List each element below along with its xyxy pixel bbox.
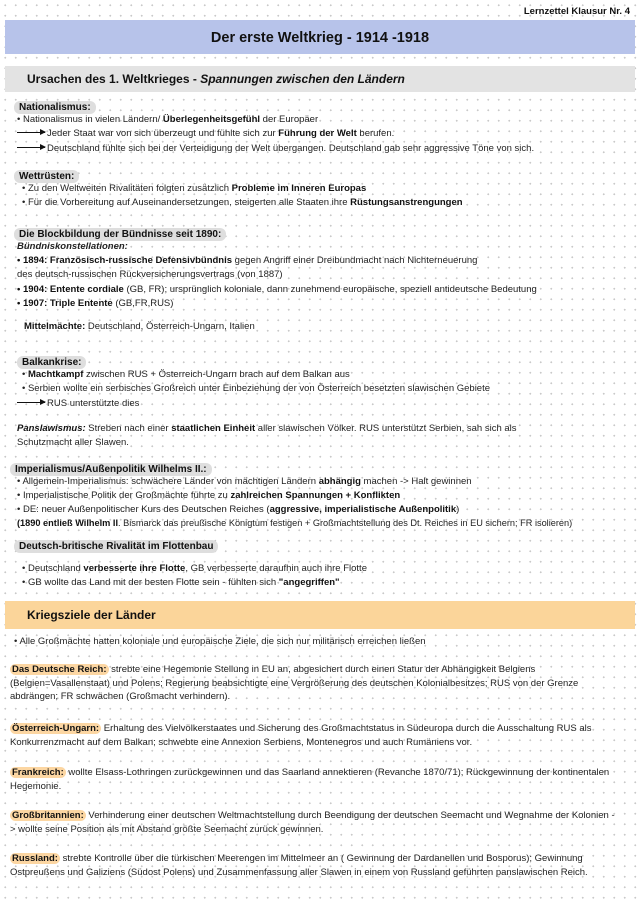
imperialismus-line-3: • DE: neuer Außenpolitischer Kurs des Deutschen Reiches (aggressive, imperialistische Außenpolitik) xyxy=(17,504,460,515)
imperialismus-line-4: (1890 entließ Wilhelm II. Bismarck das preußische Königtum festigen + Großmachtstellung des Dt. Reiches in EU sichern; FR isolieren) xyxy=(17,518,573,528)
ziel-russland: Russland: strebte Kontrolle über die türkischen Meerengen im Mittelmeer an ( Gewinnung der Dardanellen und Bosporus); Gewinnung Ostpreußens und Galiziens (Südost Polens) und Zusammenfassung aller Slawen in einem von Russland geführten panslawischen Reich. xyxy=(10,853,588,878)
flotte-line-2: • GB wollte das Land mit der besten Flotte sein - fühlten sich "angegriffen" xyxy=(22,577,340,588)
section1-title: Ursachen des 1. Weltkrieges - Spannungen zwischen den Ländern xyxy=(27,72,405,86)
nationalismus-line-2: Jeder Staat war von sich überzeugt und fühlte sich zur Führung der Welt berufen. xyxy=(17,127,394,140)
panslawismus-line-1: Panslawismus: Streben nach einer staatlichen Einheit aller slawischen Völker. RUS unterstützt Serbien, sah sich als xyxy=(17,423,517,434)
wettruesten-heading: Wettrüsten: xyxy=(14,166,79,184)
ziel-grossbritannien: Großbritannien: Verhinderung einer deutschen Weltmachtstellung durch Beendigung der deutschen Seemacht und Wegnahme der Kolonien -> wollte seine Position als mit Abstand größte Seemacht zurück gewinnen. xyxy=(10,810,615,835)
blockbildung-line-1: • 1894: Französisch-russische Defensivbündnis gegen Angriff einer Dreibundmacht nach Nichterneuerung xyxy=(17,255,478,266)
blockbildung-line-2: des deutsch-russischen Rückversicherungsvertrags (von 1887) xyxy=(17,269,283,280)
flotte-line-1: • Deutschland verbesserte ihre Flotte, GB verbesserte daraufhin auch ihre Flotte xyxy=(22,563,367,574)
arrow-right-icon xyxy=(17,402,45,403)
arrow-right-icon xyxy=(17,147,45,148)
blockbildung-line-4: • 1907: Triple Entente (GB,FR,RUS) xyxy=(17,298,174,309)
ziel-deutsches-reich: Das Deutsche Reich: strebte eine Hegemonie Stellung in EU an, abgesichert durch einen Statur der Abhängigkeit Belgiens (Belgien=Vasallenstaat) und Polens; Regierung beabsichtigte eine Vergrößerung des deutschen Kolonialbesitzes; RUS von der Grenze abdrängen; FR schwächen (Großmacht verhindern). xyxy=(10,664,579,702)
flotte-heading: Deutsch-britische Rivalität im Flottenbau xyxy=(14,536,218,554)
balkankrise-line-2: • Serbien wollte ein serbisches Großreich unter Einbeziehung der von Österreich besetzten slawischen Gebiete xyxy=(22,383,491,394)
wettruesten-line-1: • Zu den Weltweiten Rivalitäten folgten zusätzlich Probleme im Inneren Europas xyxy=(22,183,367,194)
nationalismus-heading: Nationalismus: xyxy=(14,97,96,115)
ziel-frankreich: Frankreich: wollte Elsass-Lothringen zurückgewinnen und das Saarland annektieren (Revanche 1870/71); Rückgewinnung der kontinentalen Hegemonie. xyxy=(10,767,610,792)
imperialismus-line-1: • Allgemein-Imperialismus: schwächere Länder von mächtigen Ländern abhängig machen -> Halt gewinnen xyxy=(17,476,472,487)
nationalismus-line-3: Deutschland fühlte sich bei der Verteidigung der Welt übergangen. Deutschland gab sehr aggressive Töne von sich. xyxy=(17,142,534,155)
blockbildung-heading: Die Blockbildung der Bündnisse seit 1890: xyxy=(14,224,226,242)
section2-intro: • Alle Großmächte hatten koloniale und europäische Ziele, die sich nur militärisch erreichen ließen xyxy=(14,636,426,647)
ziel-oesterreich-ungarn: Österreich-Ungarn: Erhaltung des Vielvölkerstaates und Sicherung des Großmachtstatus in Südeuropa durch die Ausschaltung RUS als Konkurrenzmacht auf dem Balkan; schwebte eine Annexion Serbiens, Montenegros und auch Rumäniens vor. xyxy=(10,723,592,748)
blockbildung-subheading: Bündniskonstellationen: xyxy=(17,241,128,252)
balkankrise-line-3: RUS unterstützte dies xyxy=(17,397,139,410)
wettruesten-line-2: • Für die Vorbereitung auf Auseinandersetzungen, steigerten alle Staaten ihre Rüstungsanstrengungen xyxy=(22,197,463,208)
arrow-right-icon xyxy=(17,132,45,133)
balkankrise-heading: Balkankrise: xyxy=(17,352,86,370)
imperialismus-heading: Imperialismus/Außenpolitik Wilhelms II.: xyxy=(10,459,212,477)
blockbildung-line-3: • 1904: Entente cordiale (GB, FR); ursprünglich koloniale, dann zunehmend europäische, speziell antideutsche Bedeutung xyxy=(17,284,537,295)
imperialismus-line-2: • Imperialistische Politik der Großmächte führte zu zahlreichen Spannungen + Konflikten xyxy=(17,490,401,501)
panslawismus-line-2: Schutzmacht aller Slawen. xyxy=(17,437,129,448)
nationalismus-line-1: • Nationalismus in vielen Ländern/ Überlegenheitsgefühl der Europäer xyxy=(17,114,319,125)
page-title: Der erste Weltkrieg - 1914 -1918 xyxy=(210,30,430,46)
section2-title: Kriegsziele der Länder xyxy=(27,608,156,622)
mittelmaechte-line: Mittelmächte: Deutschland, Österreich-Ungarn, Italien xyxy=(24,321,255,332)
corner-label: Lernzettel Klausur Nr. 4 xyxy=(523,6,630,17)
balkankrise-line-1: • Machtkampf zwischen RUS + Österreich-Ungarn brach auf dem Balkan aus xyxy=(22,369,350,380)
